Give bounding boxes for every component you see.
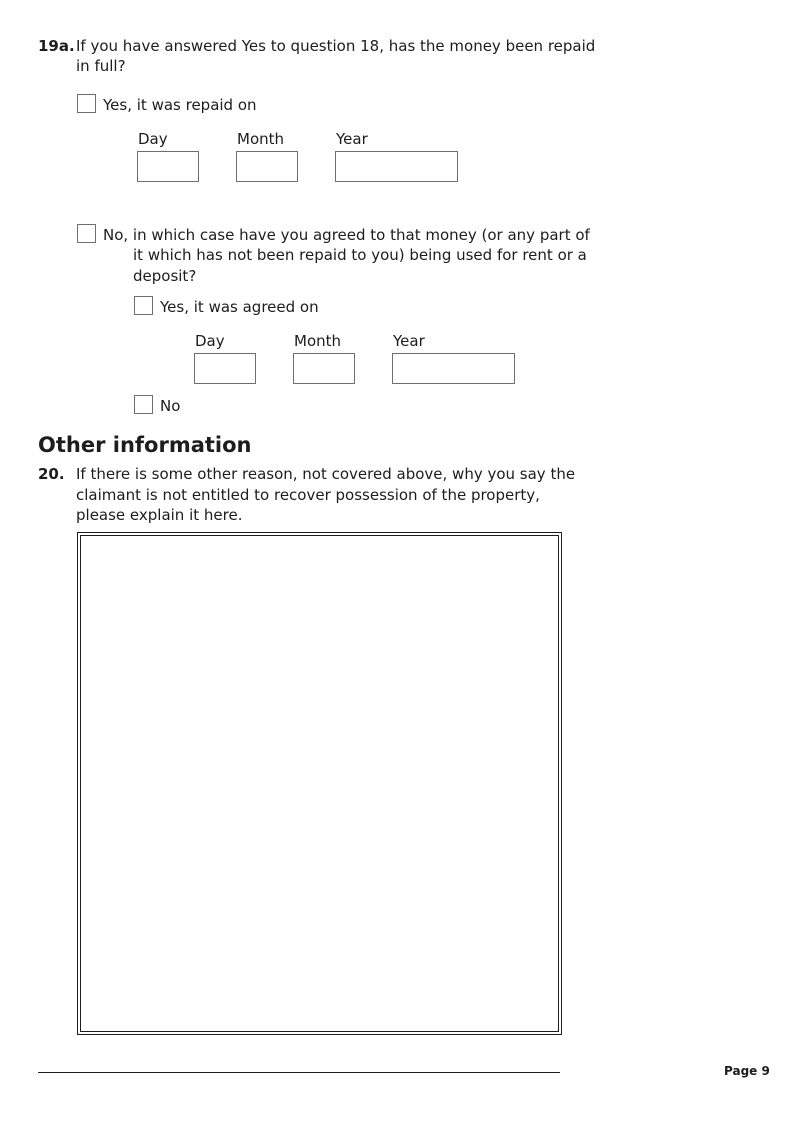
page-number: Page 9: [724, 1064, 770, 1078]
repaid-day-field[interactable]: [137, 151, 199, 182]
repaid-year-field[interactable]: [335, 151, 458, 182]
agreed-month-label: Month: [294, 332, 342, 350]
agreed-year-field[interactable]: [392, 353, 515, 384]
question-20-text-line-1: If there is some other reason, not covered above, why you say the: [76, 465, 576, 483]
repaid-no-label-line-2: it which has not been repaid to you) being used for rent or a: [133, 246, 587, 264]
question-19a-text-line-1: If you have answered Yes to question 18, has the money been repaid: [76, 37, 596, 55]
agreed-no-label: No: [160, 397, 181, 415]
repaid-no-label-line-3: deposit?: [133, 267, 197, 285]
question-number-20: 20.: [38, 465, 65, 483]
repaid-no-label-line-1: No, in which case have you agreed to that money (or any part of: [103, 226, 590, 244]
footer-rule: [38, 1072, 560, 1073]
agreed-yes-checkbox[interactable]: [134, 296, 153, 315]
question-number-19a: 19a.: [38, 37, 75, 55]
other-information-textarea-inner-border: [80, 535, 559, 1032]
other-information-textarea[interactable]: [77, 532, 562, 1035]
repaid-year-label: Year: [336, 130, 368, 148]
repaid-yes-checkbox[interactable]: [77, 94, 96, 113]
repaid-yes-label: Yes, it was repaid on: [103, 96, 257, 114]
question-20-text-line-2: claimant is not entitled to recover possession of the property,: [76, 486, 540, 504]
repaid-no-checkbox[interactable]: [77, 224, 96, 243]
agreed-day-field[interactable]: [194, 353, 256, 384]
repaid-day-label: Day: [138, 130, 168, 148]
agreed-no-checkbox[interactable]: [134, 395, 153, 414]
repaid-month-field[interactable]: [236, 151, 298, 182]
agreed-month-field[interactable]: [293, 353, 355, 384]
agreed-day-label: Day: [195, 332, 225, 350]
question-20-text-line-3: please explain it here.: [76, 506, 243, 524]
section-heading-other-information: Other information: [38, 433, 252, 457]
agreed-year-label: Year: [393, 332, 425, 350]
repaid-month-label: Month: [237, 130, 285, 148]
question-19a-text-line-2: in full?: [76, 57, 126, 75]
agreed-yes-label: Yes, it was agreed on: [160, 298, 319, 316]
